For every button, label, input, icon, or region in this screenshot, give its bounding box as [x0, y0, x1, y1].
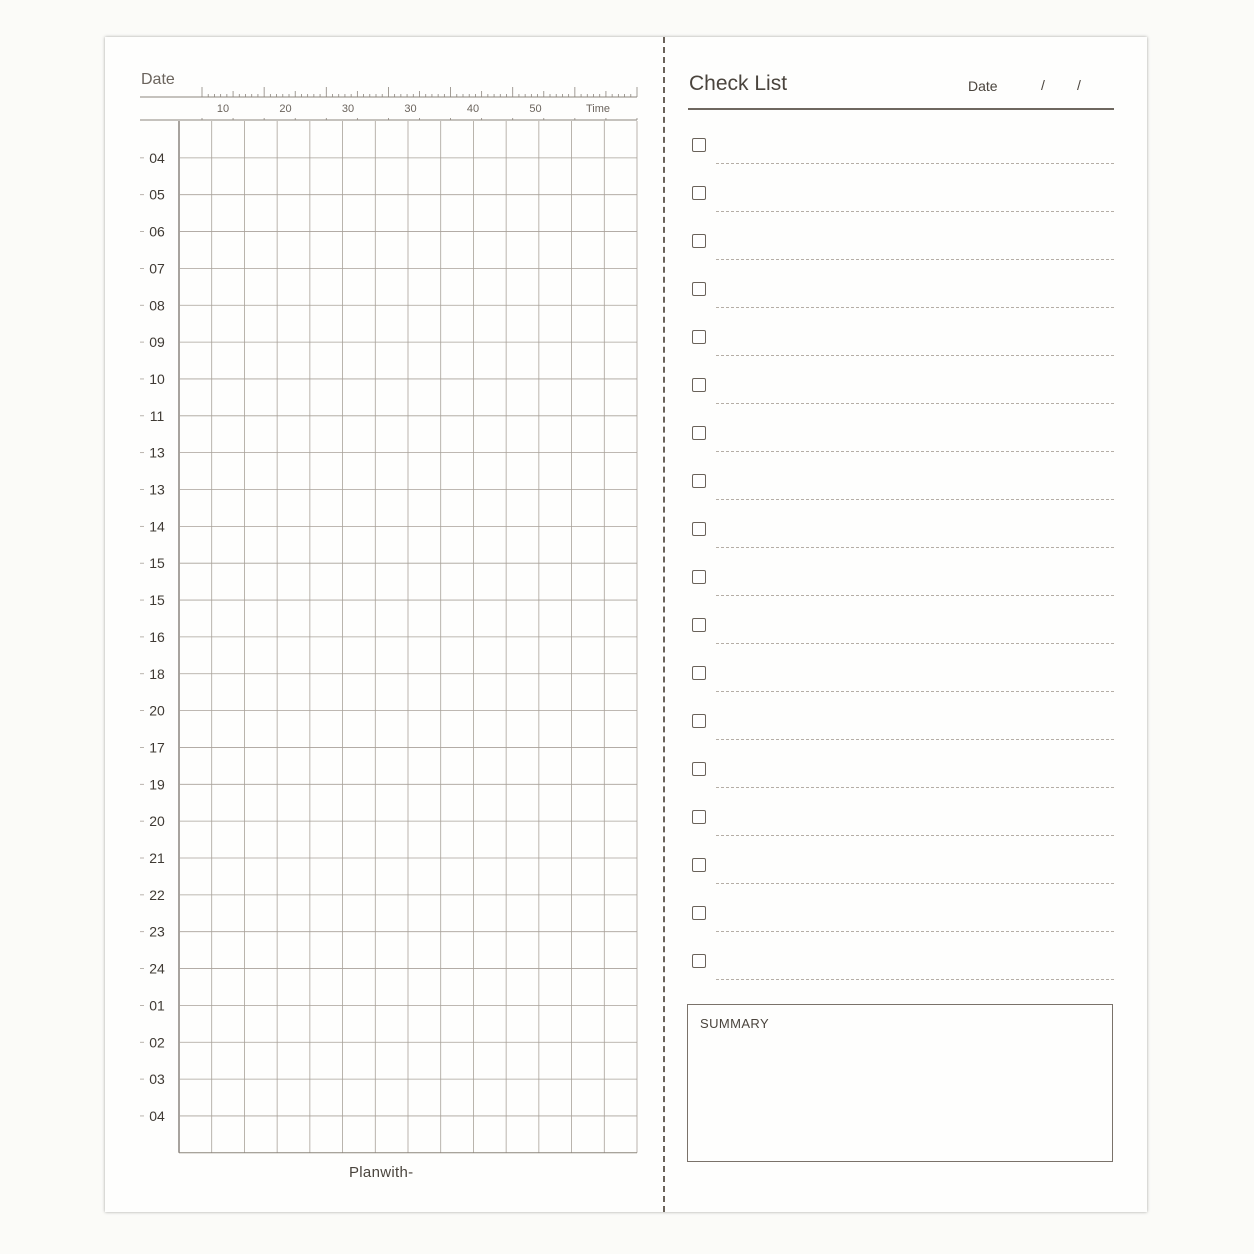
checklist-line[interactable] — [716, 595, 1114, 596]
checkbox[interactable] — [692, 138, 706, 152]
perforation-line — [663, 37, 665, 1212]
ruler-label: 40 — [466, 103, 480, 115]
checkbox[interactable] — [692, 858, 706, 872]
hour-label: 21 — [149, 850, 165, 866]
hour-label: 23 — [149, 923, 165, 940]
checklist-line[interactable] — [716, 739, 1114, 740]
checkbox[interactable] — [692, 474, 706, 488]
ruler-label: 50 — [529, 103, 542, 115]
checklist-item — [692, 666, 1114, 714]
checklist-line[interactable] — [716, 691, 1114, 692]
hour-label: 10 — [149, 370, 165, 387]
checklist-line[interactable] — [716, 979, 1114, 980]
hour-label: 22 — [149, 886, 165, 903]
hour-label: 15 — [149, 592, 165, 609]
hour-label: 05 — [149, 186, 165, 203]
checklist-line[interactable] — [716, 355, 1114, 356]
checklist-item — [692, 138, 1114, 186]
checklist-item — [692, 378, 1114, 426]
checklist-item — [692, 234, 1114, 282]
checkbox[interactable] — [692, 570, 706, 584]
checklist-line[interactable] — [716, 451, 1114, 452]
summary-label: SUMMARY — [700, 1016, 770, 1031]
checkbox[interactable] — [692, 618, 706, 632]
checklist-line[interactable] — [716, 259, 1114, 260]
checkbox[interactable] — [692, 282, 706, 296]
checkbox[interactable] — [692, 234, 706, 248]
checkbox[interactable] — [692, 426, 706, 440]
checklist-date-label: Date — [968, 78, 998, 94]
checkbox[interactable] — [692, 762, 706, 776]
hour-label: 20 — [149, 702, 165, 719]
checkbox[interactable] — [692, 330, 706, 344]
checklist-line[interactable] — [716, 787, 1114, 788]
checklist-line[interactable] — [716, 499, 1114, 500]
checkbox[interactable] — [692, 906, 706, 920]
hour-label: 04 — [149, 149, 165, 166]
checklist-line[interactable] — [716, 547, 1114, 548]
hour-label: 17 — [149, 739, 165, 756]
date-slash-1: / — [1041, 77, 1045, 93]
checklist-line[interactable] — [716, 163, 1114, 164]
summary-box[interactable] — [687, 1004, 1113, 1162]
checklist-item — [692, 570, 1114, 618]
title-rule — [688, 108, 1114, 110]
date-label: Date — [141, 71, 175, 88]
hour-label: 07 — [149, 260, 165, 277]
checklist-item — [692, 426, 1114, 474]
checklist-item — [692, 810, 1114, 858]
hour-label: 11 — [149, 407, 165, 424]
ruler-label: Time — [585, 103, 611, 115]
checkbox[interactable] — [692, 714, 706, 728]
date-slash-2: / — [1077, 77, 1081, 93]
checkbox[interactable] — [692, 522, 706, 536]
ruler-label: 30 — [404, 103, 417, 115]
checklist-title: Check List — [689, 72, 788, 95]
hour-label: 18 — [149, 665, 165, 682]
checklist-item — [692, 762, 1114, 810]
planner-sheet — [105, 37, 1147, 1212]
hour-label: 02 — [149, 1034, 165, 1051]
hour-label: 01 — [149, 997, 165, 1014]
hour-label: 14 — [149, 518, 165, 535]
checklist-item — [692, 954, 1114, 1002]
ruler-label: 30 — [341, 103, 355, 115]
checklist-item — [692, 186, 1114, 234]
hour-label: 06 — [149, 223, 165, 240]
brand-mark: Planwith- — [349, 1164, 414, 1181]
checklist-item — [692, 330, 1114, 378]
hour-label: 15 — [149, 555, 165, 572]
checkbox[interactable] — [692, 186, 706, 200]
minute-ruler — [140, 85, 640, 125]
hour-label: 03 — [149, 1071, 165, 1088]
checkbox[interactable] — [692, 666, 706, 680]
checklist-item — [692, 522, 1114, 570]
hour-label: 13 — [149, 481, 165, 498]
checklist-line[interactable] — [716, 643, 1114, 644]
checklist-item — [692, 282, 1114, 330]
checklist-line[interactable] — [716, 835, 1114, 836]
hour-label: 09 — [149, 334, 165, 351]
checklist-item — [692, 618, 1114, 666]
checklist-item — [692, 858, 1114, 906]
hour-label: 16 — [149, 628, 165, 645]
hour-label: 08 — [149, 297, 165, 314]
hour-label: 13 — [149, 444, 165, 461]
hour-label: 19 — [149, 776, 165, 793]
checklist-item — [692, 906, 1114, 954]
hour-label: 04 — [149, 1107, 165, 1124]
checklist-line[interactable] — [716, 211, 1114, 212]
checklist-item — [692, 474, 1114, 522]
checklist-item — [692, 714, 1114, 762]
checkbox[interactable] — [692, 810, 706, 824]
checkbox[interactable] — [692, 954, 706, 968]
checklist-line[interactable] — [716, 931, 1114, 932]
time-grid — [140, 121, 640, 1161]
checklist-line[interactable] — [716, 307, 1114, 308]
hour-label: 24 — [149, 960, 165, 977]
checklist-line[interactable] — [716, 403, 1114, 404]
ruler-label: 20 — [279, 103, 292, 115]
ruler-label: 10 — [216, 103, 230, 115]
checklist-line[interactable] — [716, 883, 1114, 884]
checkbox[interactable] — [692, 378, 706, 392]
hour-label: 20 — [149, 813, 165, 830]
